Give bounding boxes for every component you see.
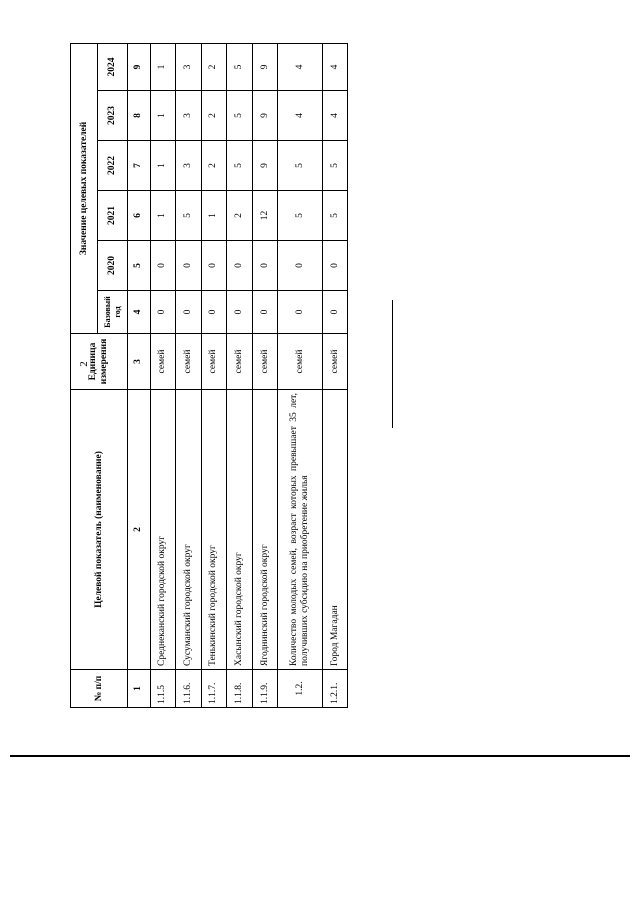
value-2020: 0 [176, 241, 202, 291]
value-2020: 0 [150, 241, 176, 291]
column-index: 3 [128, 334, 151, 390]
header-year: 2020 [98, 241, 128, 291]
targets-table [70, 43, 348, 708]
row-unit: семей [176, 334, 202, 390]
value-2024: 4 [323, 43, 348, 90]
row-name: Тенькинский городской округ [201, 390, 227, 670]
rotated-table-wrapper [70, 44, 348, 708]
value-2023: 3 [176, 91, 202, 141]
column-index: 6 [128, 191, 151, 241]
header-unit: Единица измерения [71, 334, 128, 390]
row-number: 1.1.5 [150, 670, 176, 708]
value-2022: 3 [176, 141, 202, 191]
row-name: Сусуманский городской округ [176, 390, 202, 670]
value-2022: 5 [278, 141, 323, 191]
column-index: 9 [128, 43, 151, 90]
value-2024: 9 [252, 43, 278, 90]
value-2023: 2 [201, 91, 227, 141]
row-number: 1.1.6. [176, 670, 202, 708]
page-number: 2 [78, 361, 90, 367]
value-base-year: 0 [176, 291, 202, 334]
header-year: 2024 [98, 43, 128, 90]
header-year: 2022 [98, 141, 128, 191]
value-2020: 0 [252, 241, 278, 291]
column-index: 1 [128, 670, 151, 708]
value-2022: 9 [252, 141, 278, 191]
value-2021: 12 [252, 191, 278, 241]
row-unit: семей [252, 334, 278, 390]
value-2021: 2 [227, 191, 253, 241]
value-2021: 1 [201, 191, 227, 241]
value-2023: 9 [252, 91, 278, 141]
value-2020: 0 [323, 241, 348, 291]
row-number: 1.1.7. [201, 670, 227, 708]
column-index: 5 [128, 241, 151, 291]
row-number: 1.2.1. [323, 670, 348, 708]
row-number: 1.1.9. [252, 670, 278, 708]
table-row [278, 43, 323, 707]
value-2020: 0 [278, 241, 323, 291]
row-name: Количество молодых семей, возраст которых превышает 35 лет, получивших субсидию на приобретение жилья [278, 390, 323, 670]
value-2024: 4 [278, 43, 323, 90]
table-row [323, 43, 348, 707]
value-2020: 0 [201, 241, 227, 291]
column-index: 8 [128, 91, 151, 141]
table-row [227, 43, 253, 707]
bottom-divider [10, 755, 630, 757]
value-base-year: 0 [252, 291, 278, 334]
value-2020: 0 [227, 241, 253, 291]
row-name: Город Магадан [323, 390, 348, 670]
header-year: 2023 [98, 91, 128, 141]
header-name: Целевой показатель (наименование) [71, 390, 128, 670]
column-index: 7 [128, 141, 151, 191]
row-unit: семей [150, 334, 176, 390]
value-base-year: 0 [278, 291, 323, 334]
value-2023: 4 [278, 91, 323, 141]
value-2023: 1 [150, 91, 176, 141]
header-row-top [71, 43, 98, 707]
value-base-year: 0 [227, 291, 253, 334]
value-2024: 2 [201, 43, 227, 90]
row-name: Ягоднинский городской округ [252, 390, 278, 670]
value-2022: 1 [150, 141, 176, 191]
value-2024: 3 [176, 43, 202, 90]
value-2021: 5 [278, 191, 323, 241]
table-row [201, 43, 227, 707]
row-number: 1.2. [278, 670, 323, 708]
header-num: № п/п [71, 670, 128, 708]
value-base-year: 0 [150, 291, 176, 334]
column-index: 2 [128, 390, 151, 670]
header-year: 2021 [98, 191, 128, 241]
row-unit: семей [278, 334, 323, 390]
value-2021: 1 [150, 191, 176, 241]
value-2021: 5 [323, 191, 348, 241]
value-2024: 1 [150, 43, 176, 90]
value-2022: 2 [201, 141, 227, 191]
value-base-year: 0 [201, 291, 227, 334]
value-2022: 5 [323, 141, 348, 191]
table-row [252, 43, 278, 707]
column-index-row [128, 43, 151, 707]
header-values-group: Значение целевых показателей [71, 43, 98, 333]
value-2022: 5 [227, 141, 253, 191]
header-base-year: Базовый год [98, 291, 128, 334]
value-2023: 4 [323, 91, 348, 141]
value-base-year: 0 [323, 291, 348, 334]
value-2023: 5 [227, 91, 253, 141]
table-row [176, 43, 202, 707]
row-unit: семей [201, 334, 227, 390]
value-2024: 5 [227, 43, 253, 90]
row-unit: семей [227, 334, 253, 390]
row-name: Хасынский городской округ [227, 390, 253, 670]
row-name: Среднеканский городской округ [150, 390, 176, 670]
signature-line [392, 300, 393, 428]
row-unit: семей [323, 334, 348, 390]
column-index: 4 [128, 291, 151, 334]
row-number: 1.1.8. [227, 670, 253, 708]
table-row [150, 43, 176, 707]
value-2021: 5 [176, 191, 202, 241]
